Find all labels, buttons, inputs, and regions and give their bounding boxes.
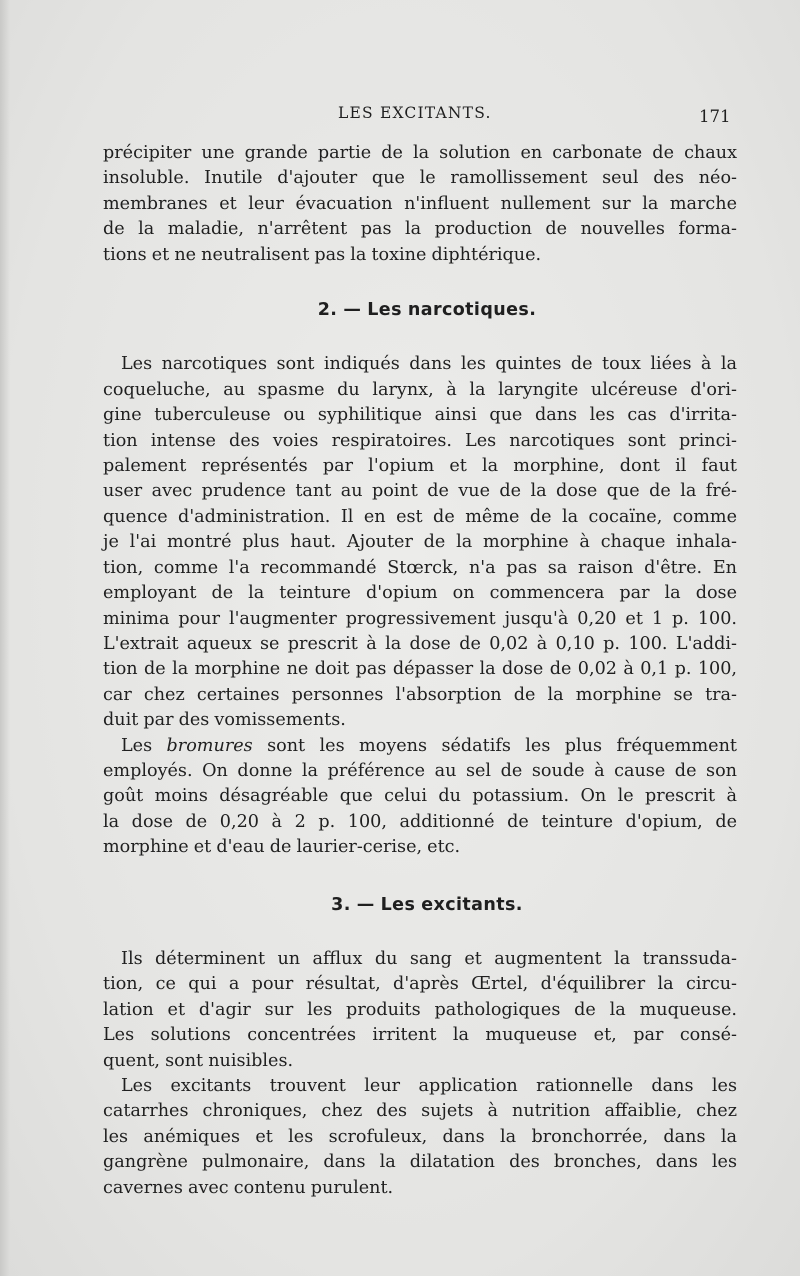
text-line: minima pour l'augmenter progressivement jusqu'à 0,20 et 1 p. 100. bbox=[103, 608, 737, 629]
text-line: Les solutions concentrées irritent la muqueuse et, par consé- bbox=[103, 1025, 737, 1046]
text-line: gine tuberculeuse ou syphilitique ainsi que dans les cas d'irrita- bbox=[103, 405, 737, 426]
continuation-paragraph bbox=[103, 141, 737, 268]
text-line: Les narcotiques sont indiqués dans les quintes de toux liées à la bbox=[121, 354, 737, 375]
italic-term: bromures bbox=[166, 735, 253, 756]
page-number: 171 bbox=[699, 107, 731, 126]
running-head: LES EXCITANTS. bbox=[338, 104, 492, 122]
excitants-paragraph-1 bbox=[103, 947, 737, 1074]
text-line: cavernes avec contenu purulent. bbox=[103, 1177, 394, 1198]
text-line: de la maladie, n'arrêtent pas la production de nouvelles forma- bbox=[103, 219, 737, 240]
text-line: tions et ne neutralisent pas la toxine diphtérique. bbox=[103, 244, 542, 265]
page-header bbox=[0, 104, 800, 134]
text-line: tion, ce qui a pour résultat, d'après Œrtel, d'équilibrer la circu- bbox=[103, 974, 737, 995]
text-line: insoluble. Inutile d'ajouter que le ramollissement seul des néo- bbox=[103, 168, 737, 189]
text-line: duit par des vomissements. bbox=[103, 710, 346, 731]
text-line: employant de la teinture d'opium on commencera par la dose bbox=[103, 583, 737, 604]
text-line: morphine et d'eau de laurier-cerise, etc. bbox=[103, 837, 461, 858]
text-run: Les bbox=[121, 735, 167, 756]
text-line: tion, comme l'a recommandé Stœrck, n'a pas sa raison d'être. En bbox=[103, 557, 737, 578]
body-text bbox=[103, 141, 737, 1201]
text-line: car chez certaines personnes l'absorption de la morphine se tra- bbox=[103, 684, 737, 705]
text-line: quence d'administration. Il en est de même de la cocaïne, comme bbox=[103, 506, 737, 527]
narcotiques-paragraph-2 bbox=[103, 734, 737, 861]
text-line: membranes et leur évacuation n'influent nullement sur la marche bbox=[103, 193, 737, 214]
text-line: précipiter une grande partie de la solution en carbonate de chaux bbox=[103, 143, 737, 163]
text-line: je l'ai montré plus haut. Ajouter de la morphine à chaque inhala- bbox=[103, 532, 737, 553]
text-line: employés. On donne la préférence au sel de soude à cause de son bbox=[103, 760, 737, 781]
text-line: user avec prudence tant au point de vue de la dose que de la fré- bbox=[103, 481, 737, 502]
text-run: sont les moyens sédatifs les plus fréquemment bbox=[252, 735, 737, 756]
text-line: coqueluche, au spasme du larynx, à la laryngite ulcéreuse d'ori- bbox=[103, 379, 737, 400]
text-line: L'extrait aqueux se prescrit à la dose de 0,02 à 0,10 p. 100. L'addi- bbox=[103, 633, 737, 654]
text-line: tion intense des voies respiratoires. Les narcotiques sont princi- bbox=[103, 430, 737, 451]
excitants-paragraph-2 bbox=[103, 1074, 737, 1201]
text-line: tion de la morphine ne doit pas dépasser la dose de 0,02 à 0,1 p. 100, bbox=[103, 659, 737, 680]
text-line: lation et d'agir sur les produits pathologiques de la muqueuse. bbox=[103, 999, 737, 1020]
text-line: la dose de 0,20 à 2 p. 100, additionné de teinture d'opium, de bbox=[103, 811, 737, 832]
section-title-excitants: 3. — Les excitants. bbox=[331, 894, 523, 915]
text-line bbox=[103, 734, 737, 759]
text-line: catarrhes chroniques, chez des sujets à nutrition affaiblie, chez bbox=[103, 1101, 737, 1122]
text-line: palement représentés par l'opium et la morphine, dont il faut bbox=[103, 456, 737, 477]
text-line: goût moins désagréable que celui du potassium. On le prescrit à bbox=[103, 786, 737, 807]
page-edge-shadow bbox=[0, 0, 10, 1276]
text-line: gangrène pulmonaire, dans la dilatation des bronches, dans les bbox=[103, 1152, 737, 1173]
narcotiques-paragraph-1 bbox=[103, 352, 737, 733]
text-line: les anémiques et les scrofuleux, dans la bronchorrée, dans la bbox=[103, 1126, 737, 1147]
text-line: quent, sont nuisibles. bbox=[103, 1050, 294, 1071]
text-line: Ils déterminent un afflux du sang et augmentent la transsuda- bbox=[121, 948, 737, 969]
text-line: Les excitants trouvent leur application rationnelle dans les bbox=[121, 1076, 737, 1096]
section-title-narcotiques: 2. — Les narcotiques. bbox=[317, 300, 537, 321]
